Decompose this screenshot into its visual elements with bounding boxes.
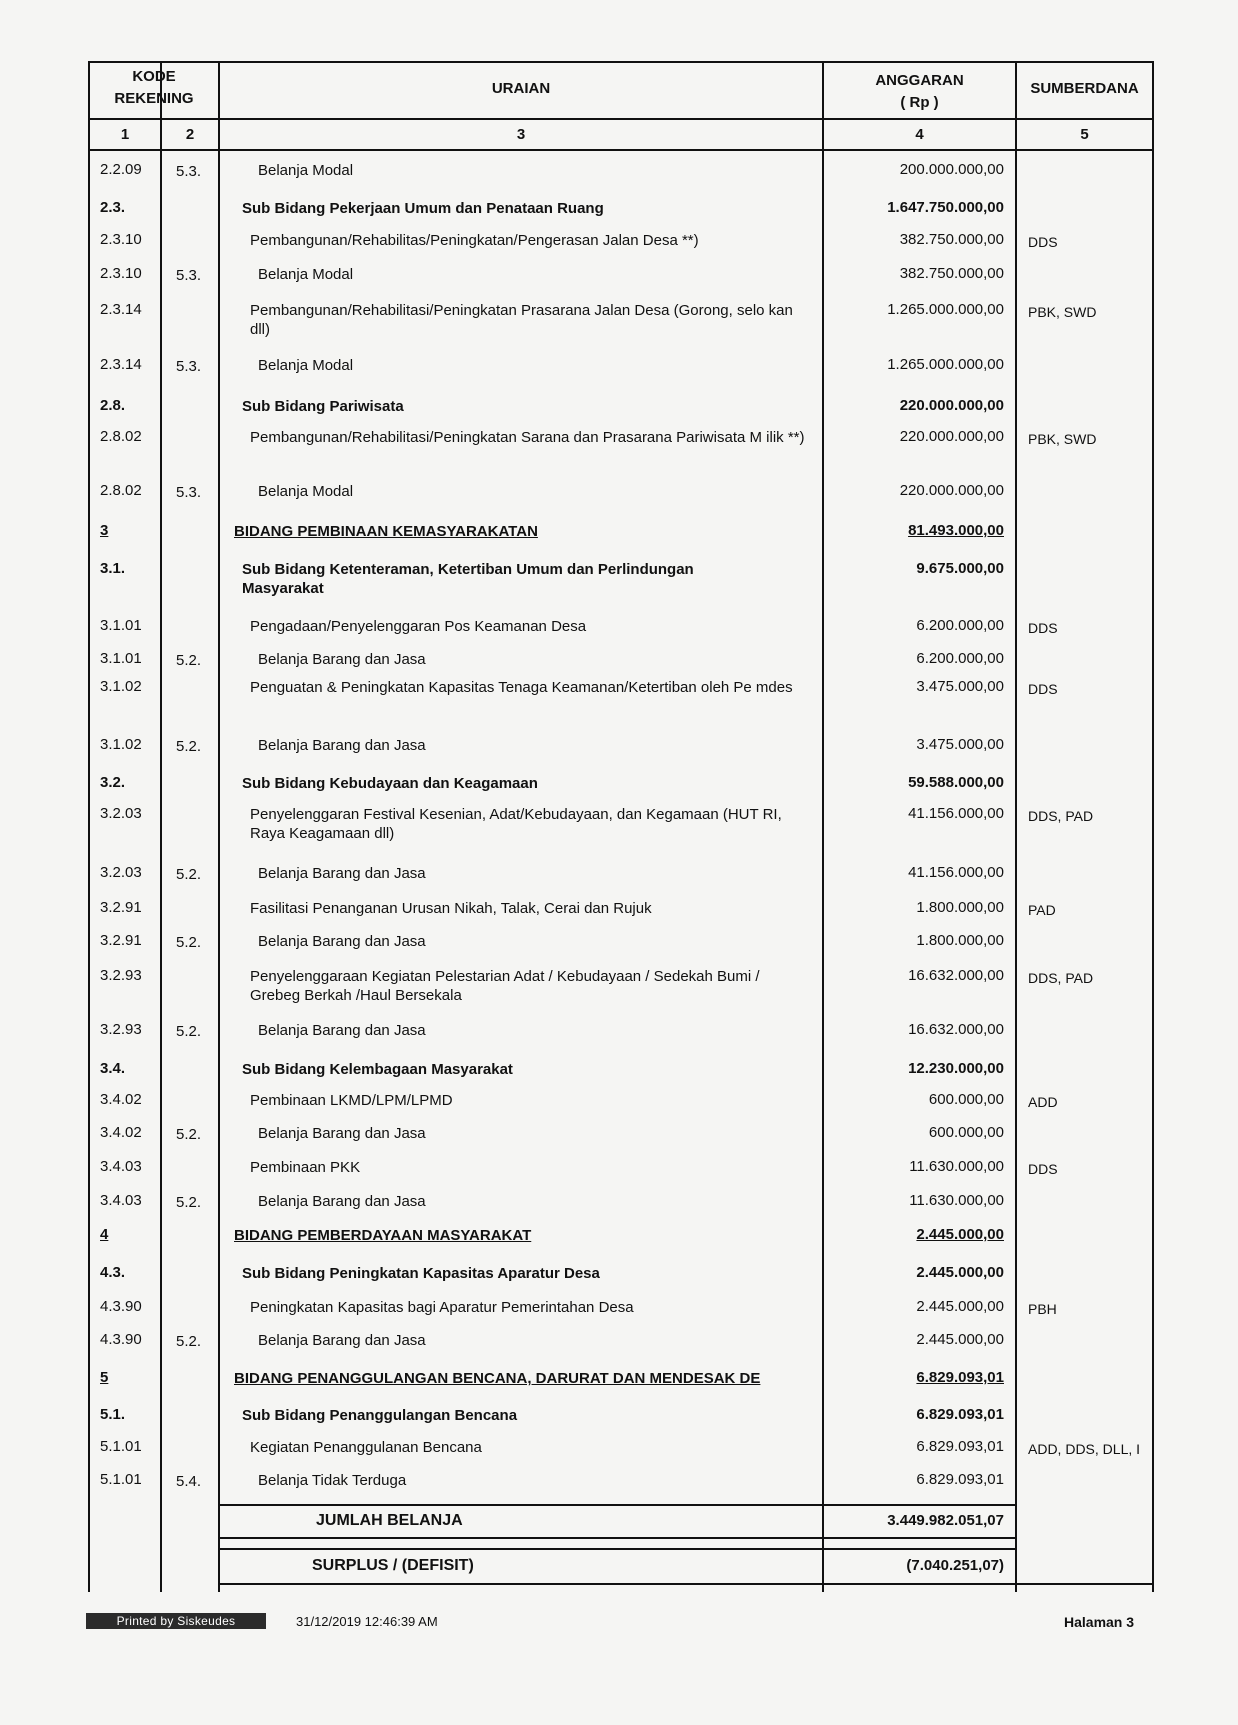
row-kode: 3.2.91 xyxy=(100,899,142,916)
header-sumberdana: SUMBERDANA xyxy=(1030,80,1139,97)
row-uraian: Pembangunan/Rehabilitasi/Peningkatan Sarana dan Prasarana Pariwisata M ilik **) xyxy=(250,429,805,446)
row-kode-akun: 5.3. xyxy=(176,267,202,284)
row-sumberdana: ADD, DDS, DLL, I xyxy=(1028,1441,1141,1457)
header-top-line xyxy=(88,61,1154,63)
row-kode: 3.4.02 xyxy=(100,1091,142,1108)
row-uraian: Belanja Barang dan Jasa xyxy=(258,1193,426,1210)
row-kode: 3.2.93 xyxy=(100,967,142,984)
col-number-5: 5 xyxy=(1080,126,1089,143)
row-anggaran: 600.000,00 xyxy=(928,1091,1004,1108)
row-kode-akun: 5.3. xyxy=(176,163,202,180)
row-uraian: Sub Bidang Kelembagaan Masyarakat xyxy=(242,1061,513,1078)
page-number: Halaman 3 xyxy=(1064,1614,1135,1630)
row-uraian: Belanja Barang dan Jasa xyxy=(258,1125,426,1142)
row-uraian: Penyelenggaran Festival Kesenian, Adat/Kebudayaan, dan Kegamaan (HUT RI, Raya Keagamaan dll) xyxy=(250,806,782,842)
surplus-label: SURPLUS / (DEFISIT) xyxy=(312,1557,474,1574)
row-uraian: BIDANG PEMBERDAYAAN MASYARAKAT xyxy=(234,1227,532,1244)
row-anggaran: 81.493.000,00 xyxy=(908,522,1004,539)
row-anggaran: 1.800.000,00 xyxy=(916,899,1004,916)
row-anggaran: 41.156.000,00 xyxy=(908,864,1004,881)
row-kode: 4.3.90 xyxy=(100,1298,142,1315)
row-kode: 2.3.10 xyxy=(100,265,142,282)
row-kode: 2.3.10 xyxy=(100,231,142,248)
row-uraian: Pengadaan/Penyelenggaran Pos Keamanan Desa xyxy=(250,618,587,635)
row-uraian: Belanja Modal xyxy=(258,162,354,179)
row-uraian: Pembangunan/Rehabilitas/Peningkatan/Pengerasan Jalan Desa **) xyxy=(250,232,699,249)
row-uraian: Belanja Modal xyxy=(258,266,354,283)
row-sumberdana: PAD xyxy=(1028,902,1056,918)
col-number-1: 1 xyxy=(120,126,130,143)
row-kode: 3.1. xyxy=(100,560,126,577)
row-anggaran: 6.829.093,01 xyxy=(916,1406,1004,1423)
header-anggaran: ANGGARAN xyxy=(875,72,964,89)
col-number-4: 4 xyxy=(915,126,924,143)
row-kode: 2.8. xyxy=(100,397,126,414)
row-anggaran: 220.000.000,00 xyxy=(899,428,1004,445)
row-kode: 3.4.03 xyxy=(100,1158,142,1175)
row-kode: 4.3.90 xyxy=(100,1331,142,1348)
row-uraian: Sub Bidang Pariwisata xyxy=(242,398,404,415)
row-uraian: Belanja Tidak Terduga xyxy=(258,1472,407,1489)
row-kode-akun: 5.2. xyxy=(176,866,202,883)
row-uraian: Sub Bidang Kebudayaan dan Keagamaan xyxy=(242,775,538,792)
row-kode: 3.2.93 xyxy=(100,1021,142,1038)
total-top-line xyxy=(218,1504,1017,1506)
row-anggaran: 6.200.000,00 xyxy=(916,650,1004,667)
row-sumberdana: DDS, PAD xyxy=(1028,808,1094,824)
row-kode-akun: 5.3. xyxy=(176,484,202,501)
row-uraian: Belanja Barang dan Jasa xyxy=(258,1022,426,1039)
row-anggaran: 600.000,00 xyxy=(928,1124,1004,1141)
row-sumberdana: DDS xyxy=(1028,681,1058,697)
header-mid-line xyxy=(88,118,1154,120)
row-uraian: Belanja Barang dan Jasa xyxy=(258,737,426,754)
surplus-amount: (7.040.251,07) xyxy=(906,1557,1004,1574)
row-kode: 5.1. xyxy=(100,1406,126,1423)
row-anggaran: 41.156.000,00 xyxy=(908,805,1004,822)
jumlah-belanja-label: JUMLAH BELANJA xyxy=(316,1512,463,1529)
row-anggaran: 6.829.093,01 xyxy=(916,1471,1004,1488)
table-border-right xyxy=(1152,61,1154,1592)
col-number-3: 3 xyxy=(516,126,526,143)
row-anggaran: 16.632.000,00 xyxy=(908,1021,1004,1038)
row-anggaran: 6.829.093,01 xyxy=(916,1438,1004,1455)
row-anggaran: 1.647.750.000,00 xyxy=(887,199,1004,216)
row-uraian: Penyelenggaraan Kegiatan Pelestarian Adat / Kebudayaan / Sedekah Bumi / Grebeg Berkah /Haul Bersekala xyxy=(250,968,760,1004)
row-uraian: Penguatan & Peningkatan Kapasitas Tenaga Keamanan/Ketertiban oleh Pe mdes xyxy=(250,679,793,696)
row-uraian: BIDANG PEMBINAAN KEMASYARAKATAN xyxy=(234,523,538,540)
row-kode: 5.1.01 xyxy=(100,1438,142,1455)
row-anggaran: 11.630.000,00 xyxy=(909,1192,1004,1209)
row-uraian: Kegiatan Penanggulanan Bencana xyxy=(250,1439,482,1456)
row-kode: 2.3. xyxy=(100,199,126,216)
col-divider-4 xyxy=(1015,61,1017,1592)
row-anggaran: 220.000.000,00 xyxy=(899,397,1004,414)
row-anggaran: 59.588.000,00 xyxy=(908,774,1004,791)
row-uraian: Belanja Modal xyxy=(258,483,354,500)
row-kode: 2.3.14 xyxy=(100,356,142,373)
header-kode-rekening: KODE REKENING xyxy=(114,68,194,107)
row-kode-akun: 5.3. xyxy=(176,358,202,375)
row-anggaran: 1.265.000.000,00 xyxy=(887,356,1004,373)
row-anggaran: 3.475.000,00 xyxy=(916,678,1004,695)
printed-by-badge: Printed by Siskeudes xyxy=(86,1613,266,1629)
row-uraian: Belanja Modal xyxy=(258,357,354,374)
surplus-top-line xyxy=(218,1548,1017,1550)
row-anggaran: 3.475.000,00 xyxy=(916,736,1004,753)
row-anggaran: 16.632.000,00 xyxy=(908,967,1004,984)
row-kode: 3 xyxy=(100,522,109,539)
row-anggaran: 382.750.000,00 xyxy=(899,265,1004,282)
row-kode: 3.4. xyxy=(100,1060,126,1077)
row-anggaran: 200.000.000,00 xyxy=(899,161,1004,178)
row-sumberdana: DDS, PAD xyxy=(1028,970,1094,986)
row-sumberdana: PBH xyxy=(1028,1301,1057,1317)
row-uraian: Sub Bidang Penanggulangan Bencana xyxy=(242,1407,518,1424)
row-anggaran: 6.829.093,01 xyxy=(916,1369,1004,1386)
row-kode: 3.2.03 xyxy=(100,805,142,822)
jumlah-belanja-amount: 3.449.982.051,07 xyxy=(887,1512,1004,1529)
row-anggaran: 1.265.000.000,00 xyxy=(887,301,1004,318)
row-kode: 2.3.14 xyxy=(100,301,142,318)
row-kode-akun: 5.2. xyxy=(176,1333,202,1350)
row-sumberdana: DDS xyxy=(1028,620,1058,636)
row-uraian: Pembangunan/Rehabilitasi/Peningkatan Prasarana Jalan Desa (Gorong, selo kan dll) xyxy=(250,302,793,338)
row-anggaran: 11.630.000,00 xyxy=(909,1158,1004,1175)
header-bottom-line xyxy=(88,149,1154,151)
row-kode: 3.2.03 xyxy=(100,864,142,881)
row-kode: 3.1.01 xyxy=(100,650,142,667)
row-kode: 3.1.02 xyxy=(100,678,142,695)
row-uraian: BIDANG PENANGGULANGAN BENCANA, DARURAT DAN MENDESAK DE xyxy=(234,1370,761,1387)
row-kode-akun: 5.2. xyxy=(176,652,202,669)
header-anggaran-unit: ( Rp ) xyxy=(900,94,939,111)
row-kode: 5.1.01 xyxy=(100,1471,142,1488)
row-kode: 2.2.09 xyxy=(100,161,142,178)
print-timestamp: 31/12/2019 12:46:39 AM xyxy=(296,1614,438,1629)
col-divider-3 xyxy=(822,61,824,1592)
row-sumberdana: ADD xyxy=(1028,1094,1058,1110)
row-sumberdana: PBK, SWD xyxy=(1028,431,1097,447)
row-kode-akun: 5.2. xyxy=(176,1126,202,1143)
row-kode: 4 xyxy=(100,1226,109,1243)
row-kode: 2.8.02 xyxy=(100,482,142,499)
row-kode: 2.8.02 xyxy=(100,428,142,445)
row-sumberdana: DDS xyxy=(1028,234,1058,250)
row-anggaran: 2.445.000,00 xyxy=(916,1264,1004,1281)
row-uraian: Belanja Barang dan Jasa xyxy=(258,865,426,882)
row-kode: 5 xyxy=(100,1369,109,1386)
row-uraian: Belanja Barang dan Jasa xyxy=(258,933,426,950)
header-uraian: URAIAN xyxy=(491,80,551,97)
row-anggaran: 12.230.000,00 xyxy=(908,1060,1004,1077)
row-uraian: Pembinaan PKK xyxy=(250,1159,361,1176)
col-number-2: 2 xyxy=(185,126,195,143)
row-uraian: Belanja Barang dan Jasa xyxy=(258,1332,426,1349)
row-kode: 3.4.03 xyxy=(100,1192,142,1209)
row-uraian: Peningkatan Kapasitas bagi Aparatur Pemerintahan Desa xyxy=(250,1299,634,1316)
row-anggaran: 2.445.000,00 xyxy=(916,1226,1004,1243)
row-kode-akun: 5.2. xyxy=(176,738,202,755)
row-uraian: Fasilitasi Penanganan Urusan Nikah, Talak, Cerai dan Rujuk xyxy=(250,900,652,917)
col-divider-1 xyxy=(160,61,162,1592)
table-border-left xyxy=(88,61,90,1592)
col-divider-2 xyxy=(218,61,220,1592)
row-kode-akun: 5.2. xyxy=(176,1194,202,1211)
surplus-bottom-line xyxy=(218,1583,1154,1585)
row-uraian: Pembinaan LKMD/LPM/LPMD xyxy=(250,1092,453,1109)
row-anggaran: 9.675.000,00 xyxy=(916,560,1004,577)
row-uraian: Sub Bidang Ketenteraman, Ketertiban Umum dan Perlindungan Masyarakat xyxy=(242,561,694,597)
row-anggaran: 220.000.000,00 xyxy=(899,482,1004,499)
row-anggaran: 382.750.000,00 xyxy=(899,231,1004,248)
row-kode: 3.2.91 xyxy=(100,932,142,949)
row-sumberdana: DDS xyxy=(1028,1161,1058,1177)
row-sumberdana: PBK, SWD xyxy=(1028,304,1097,320)
row-anggaran: 2.445.000,00 xyxy=(916,1298,1004,1315)
row-kode: 3.1.01 xyxy=(100,617,142,634)
row-kode-akun: 5.2. xyxy=(176,1023,202,1040)
row-kode: 3.1.02 xyxy=(100,736,142,753)
row-kode: 3.2. xyxy=(100,774,126,791)
row-kode: 3.4.02 xyxy=(100,1124,142,1141)
row-uraian: Belanja Barang dan Jasa xyxy=(258,651,426,668)
row-anggaran: 6.200.000,00 xyxy=(916,617,1004,634)
row-anggaran: 1.800.000,00 xyxy=(916,932,1004,949)
row-anggaran: 2.445.000,00 xyxy=(916,1331,1004,1348)
row-uraian: Sub Bidang Pekerjaan Umum dan Penataan Ruang xyxy=(242,200,604,217)
row-uraian: Sub Bidang Peningkatan Kapasitas Aparatur Desa xyxy=(242,1265,600,1282)
row-kode-akun: 5.4. xyxy=(176,1473,202,1490)
total-bottom-line xyxy=(218,1537,1017,1539)
row-kode: 4.3. xyxy=(100,1264,126,1281)
row-kode-akun: 5.2. xyxy=(176,934,202,951)
